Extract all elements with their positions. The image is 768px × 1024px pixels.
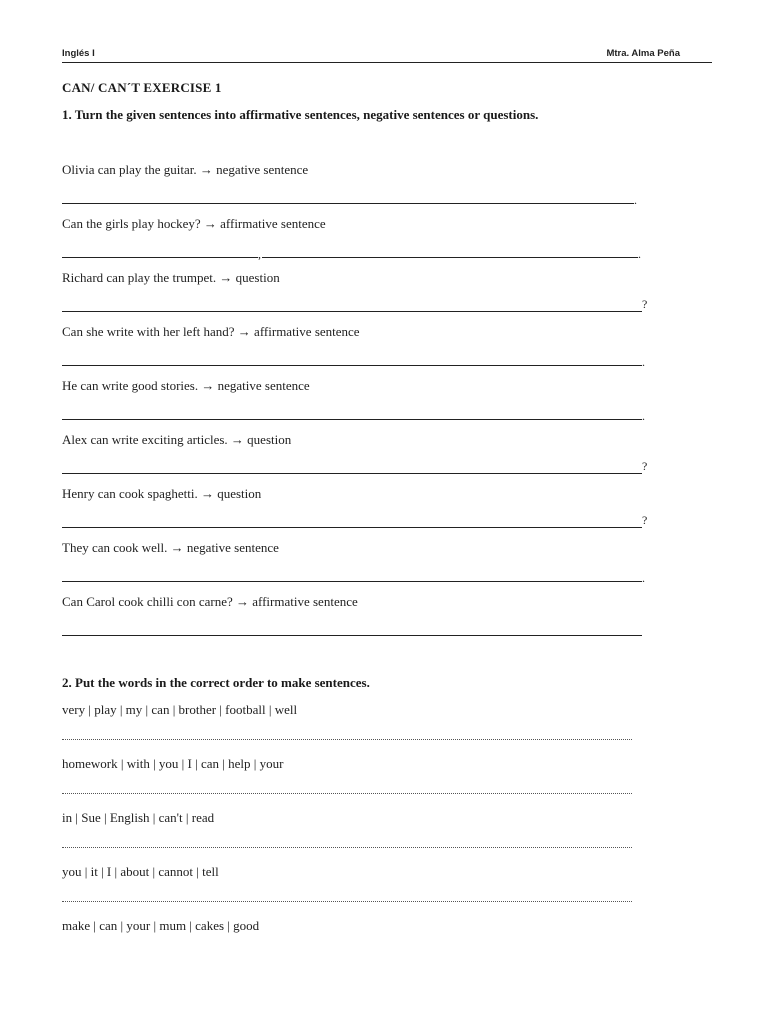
course-label: Inglés I bbox=[62, 48, 95, 59]
s1-end-punct-3: ? bbox=[642, 297, 648, 311]
s1-end-punct-1: . bbox=[634, 193, 637, 207]
s1-end-punct-2: . bbox=[638, 247, 641, 261]
section1-instruction: 1. Turn the given sentences into affirmative sentences, negative sentences or questions. bbox=[62, 107, 539, 122]
s1-answer-line-5[interactable] bbox=[62, 419, 642, 420]
page-header bbox=[62, 48, 712, 63]
s2-answer-line-3[interactable] bbox=[62, 847, 632, 848]
s1-end-punct-6: ? bbox=[642, 459, 648, 473]
s1-end-punct-5: . bbox=[642, 409, 645, 423]
s1-sentence-9: Can Carol cook chilli con carne? → affirmative sentence bbox=[62, 594, 358, 609]
s1-sentence-3: Richard can play the trumpet. → question bbox=[62, 270, 280, 285]
s1-sentence-5: He can write good stories. → negative sentence bbox=[62, 378, 310, 393]
s1-sentence-1: Olivia can play the guitar. → negative sentence bbox=[62, 162, 309, 177]
s1-answer-line-6[interactable] bbox=[62, 473, 642, 474]
s1-sentence-2: Can the girls play hockey? → affirmative sentence bbox=[62, 216, 326, 231]
teacher-label: Mtra. Alma Peña bbox=[606, 48, 680, 59]
s1-end-punct-8: . bbox=[642, 571, 645, 585]
s1-answer-line-3[interactable] bbox=[62, 311, 642, 312]
s2-words-2: homework | with | you | I | can | help | your bbox=[62, 756, 284, 771]
s1-answer-line-2b[interactable] bbox=[262, 257, 638, 258]
s1-sentence-7: Henry can cook spaghetti. → question bbox=[62, 486, 262, 501]
s1-answer-line-1[interactable] bbox=[62, 203, 634, 204]
s1-mid-punct-2: , bbox=[258, 247, 261, 261]
s1-answer-line-4[interactable] bbox=[62, 365, 642, 366]
s2-words-5: make | can | your | mum | cakes | good bbox=[62, 918, 260, 933]
s1-answer-line-7[interactable] bbox=[62, 527, 642, 528]
s1-end-punct-4: . bbox=[642, 355, 645, 369]
s1-sentence-4: Can she write with her left hand? → affirmative sentence bbox=[62, 324, 360, 339]
s2-words-1: very | play | my | can | brother | football | well bbox=[62, 702, 298, 717]
s1-sentence-8: They can cook well. → negative sentence bbox=[62, 540, 279, 555]
s1-sentence-6: Alex can write exciting articles. → question bbox=[62, 432, 292, 447]
s1-end-punct-7: ? bbox=[642, 513, 648, 527]
s2-answer-line-1[interactable] bbox=[62, 739, 632, 740]
s2-answer-line-4[interactable] bbox=[62, 901, 632, 902]
s1-answer-line-8[interactable] bbox=[62, 581, 642, 582]
s2-words-3: in | Sue | English | can't | read bbox=[62, 810, 215, 825]
s2-words-4: you | it | I | about | cannot | tell bbox=[62, 864, 219, 879]
s1-answer-line-9[interactable] bbox=[62, 635, 642, 636]
exercise-title: CAN/ CAN´T EXERCISE 1 bbox=[62, 80, 222, 95]
section2-instruction: 2. Put the words in the correct order to make sentences. bbox=[62, 675, 370, 690]
s1-answer-line-2a[interactable] bbox=[62, 257, 258, 258]
s2-answer-line-2[interactable] bbox=[62, 793, 632, 794]
